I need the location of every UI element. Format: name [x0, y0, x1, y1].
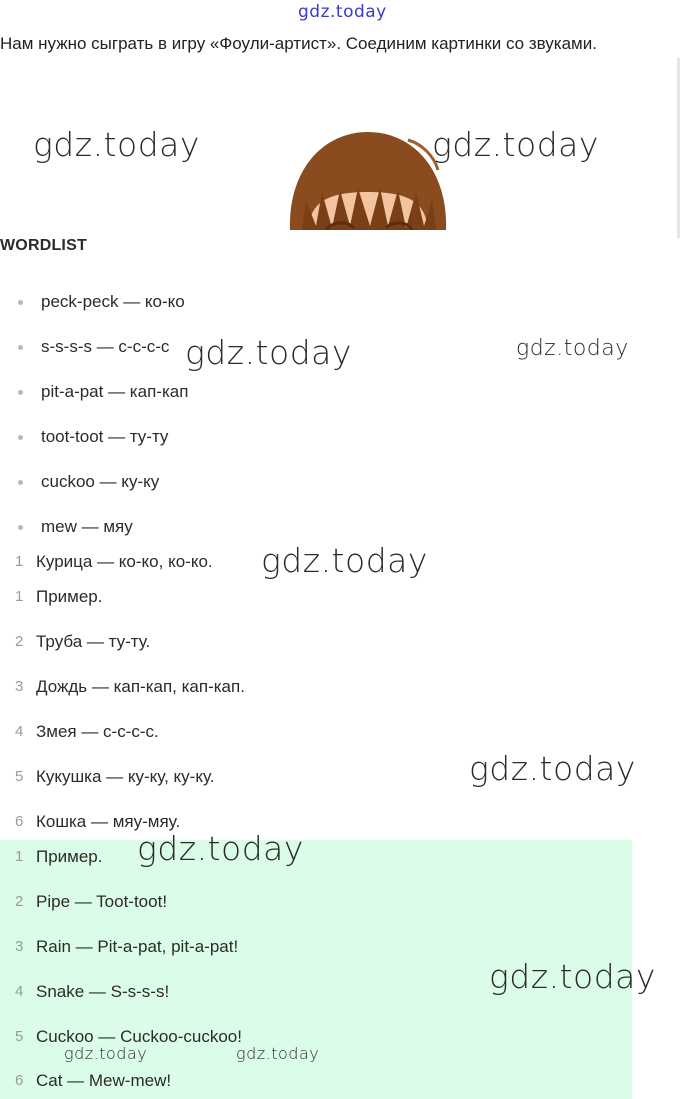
bullet-icon: [18, 300, 23, 305]
row-text: Змея — с-с-с-с.: [36, 722, 159, 741]
wordlist-item: [18, 292, 618, 316]
row-text: Cat — Mew-mew!: [36, 1071, 172, 1090]
row-number: 2: [15, 893, 24, 910]
wordlist-item-text: mew — мяу: [41, 517, 133, 536]
answer-row: [0, 847, 620, 871]
girl-illustration: [288, 130, 448, 230]
wordlist-item-text: toot-toot — ту-ту: [41, 427, 169, 446]
watermark-top: gdz.today: [298, 2, 387, 22]
row-number: 5: [15, 1028, 24, 1045]
row-number: 6: [15, 813, 24, 830]
row-number: 1: [15, 848, 24, 865]
wordlist-item-text: peck-peck — ко-ко: [41, 292, 185, 311]
row-text: Кукушка — ку-ку, ку-ку.: [36, 767, 215, 786]
wordlist-item-text: s-s-s-s — с-с-с-с: [41, 337, 170, 356]
watermark: gdz.today: [64, 1044, 148, 1063]
watermark: gdz.today: [261, 541, 428, 580]
wordlist-item-text: cuckoo — ку-ку: [41, 472, 160, 491]
wordlist-item-text: pit-a-pat — кап-кап: [41, 382, 189, 401]
row-text: Дождь — кап-кап, кап-кап.: [36, 677, 245, 696]
wordlist-heading: WORDLIST: [0, 237, 87, 254]
answer-row: [0, 722, 620, 746]
answer-row: [0, 812, 620, 836]
bullet-icon: [18, 435, 23, 440]
watermark: gdz.today: [185, 333, 352, 372]
watermark: gdz.today: [33, 125, 200, 164]
watermark: gdz.today: [432, 125, 599, 164]
watermark: gdz.today: [236, 1044, 320, 1063]
answer-row: [0, 892, 620, 916]
row-text: Пример.: [36, 587, 103, 606]
row-number: 4: [15, 723, 24, 740]
row-text: Курица — ко-ко, ко-ко.: [36, 552, 213, 571]
row-number: 1: [15, 553, 24, 570]
watermark: gdz.today: [489, 957, 656, 996]
row-text: Кошка — мяу-мяу.: [36, 812, 181, 831]
wordlist-item: [18, 472, 618, 496]
row-text: Cuckoo — Cuckoo-cuckoo!: [36, 1027, 242, 1046]
row-number: 3: [15, 678, 24, 695]
row-text: Пример.: [36, 847, 103, 866]
answer-row: [0, 587, 620, 611]
wordlist-item: [18, 427, 618, 451]
row-number: 3: [15, 938, 24, 955]
row-number: 6: [15, 1072, 24, 1089]
answer-row: [0, 677, 620, 701]
watermark: gdz.today: [516, 336, 629, 361]
answer-row: [0, 1071, 620, 1095]
wordlist-item: [18, 382, 618, 406]
task-intro-text: Нам нужно сыграть в игру «Фоули-артист». Соединим картинки со звуками.: [0, 34, 597, 53]
row-text: Труба — ту-ту.: [36, 632, 151, 651]
answer-row: [0, 632, 620, 656]
bullet-icon: [18, 480, 23, 485]
row-number: 5: [15, 768, 24, 785]
row-number: 4: [15, 983, 24, 1000]
watermark: gdz.today: [137, 829, 304, 868]
watermark: gdz.today: [469, 749, 636, 788]
bullet-icon: [18, 345, 23, 350]
row-text: Pipe — Toot-toot!: [36, 892, 168, 911]
wordlist-item: [18, 517, 618, 541]
row-text: Rain — Pit-a-pat, pit-a-pat!: [36, 937, 239, 956]
bullet-icon: [18, 525, 23, 530]
row-number: 2: [15, 633, 24, 650]
row-text: Snake — S-s-s-s!: [36, 982, 170, 1001]
row-number: 1: [15, 588, 24, 605]
bullet-icon: [18, 390, 23, 395]
